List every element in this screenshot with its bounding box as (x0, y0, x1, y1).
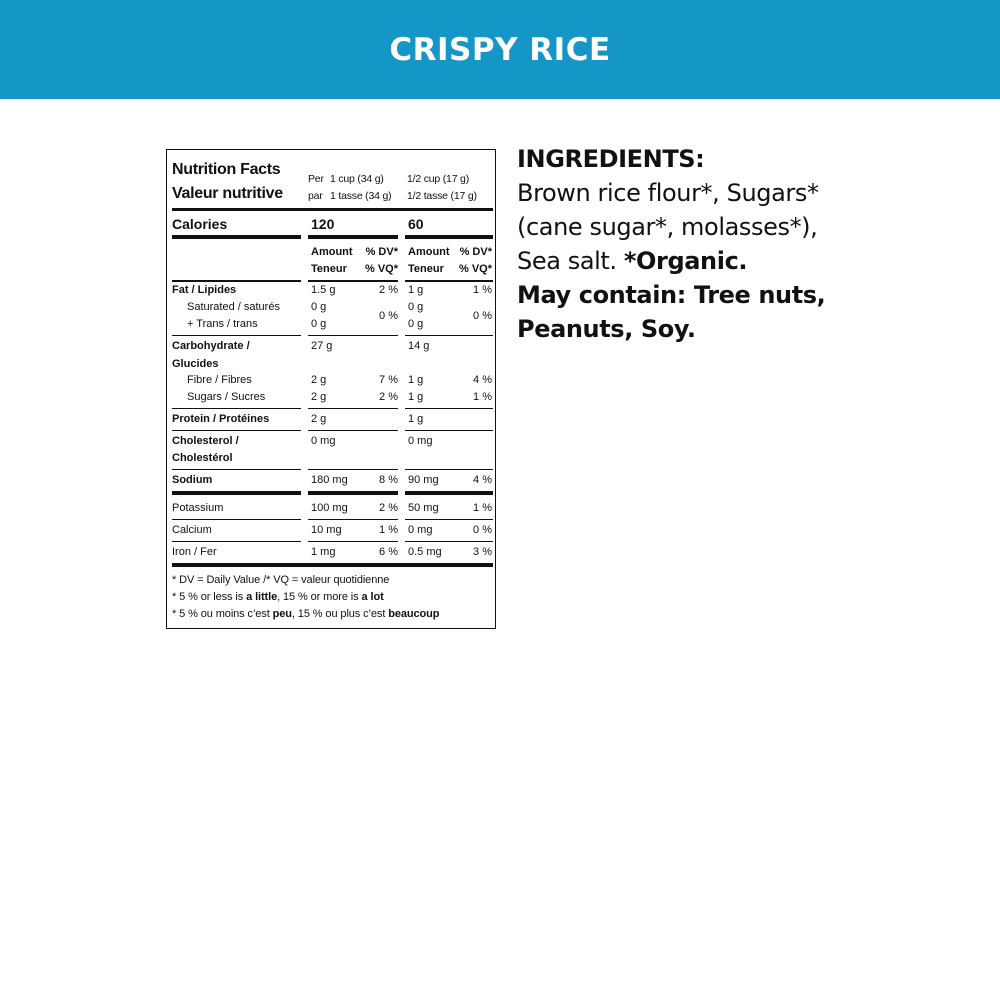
footnote-fr (172, 608, 439, 621)
calcium-dv-1: 1 % (379, 524, 398, 536)
carb-label-fr: Glucides (172, 358, 219, 370)
cholesterol-label-fr: Cholestérol (172, 452, 233, 464)
header-rule (172, 208, 493, 211)
saturated-amount-2: 0 g (408, 301, 424, 313)
sugars-amount-2: 1 g (408, 391, 424, 403)
dv-header-rule-2 (405, 280, 493, 282)
footnote-fr-bold-2: beaucoup (388, 608, 440, 620)
carb-amount-1: 27 g (311, 340, 333, 352)
serving2-en: 1/2 cup (17 g) (407, 173, 469, 185)
calories-value-1: 120 (311, 216, 335, 232)
calcium-dv-2: 0 % (473, 524, 492, 536)
cholesterol-label-en: Cholesterol / (172, 435, 239, 447)
iron-dv-2: 3 % (473, 546, 492, 558)
dv-header-rule (172, 280, 301, 282)
saturated-label: Saturated / saturés (187, 301, 280, 313)
amount-fr-1: Teneur (311, 263, 347, 275)
calories-label: Calories (172, 216, 228, 232)
protein-rule (172, 430, 301, 431)
fibre-dv-2: 4 % (473, 374, 492, 386)
fat-label: Fat / Lipides (172, 284, 237, 296)
cholesterol-rule-1 (308, 469, 398, 470)
footnote-en (172, 591, 384, 604)
ingredients-line-3 (517, 244, 857, 278)
fibre-label: Fibre / Fibres (187, 374, 252, 386)
sodium-amount-1: 180 mg (311, 474, 348, 486)
iron-amount-2: 0.5 mg (408, 546, 442, 558)
carb-rule-1 (308, 408, 398, 409)
product-title: CRISPY RICE (389, 31, 611, 68)
ingredients-sea-salt: Sea salt. (517, 247, 624, 275)
cholesterol-amount-2: 0 mg (408, 435, 433, 447)
ingredients-block (517, 142, 857, 346)
ingredients-line-2: (cane sugar*, molasses*), (517, 213, 818, 241)
amount-en-2: Amount (408, 246, 450, 258)
fat-amount-1: 1.5 g (311, 284, 336, 296)
protein-amount-1: 2 g (311, 413, 327, 425)
serving1-fr: 1 tasse (34 g) (330, 190, 392, 202)
sodium-amount-2: 90 mg (408, 474, 439, 486)
potassium-rule (172, 519, 301, 520)
allergen-line-1: May contain: Tree nuts, (517, 281, 826, 309)
amount-en-1: Amount (311, 246, 353, 258)
cholesterol-rule (172, 469, 301, 470)
carb-amount-2: 14 g (408, 340, 430, 352)
serving1-en: 1 cup (34 g) (330, 173, 384, 185)
protein-rule-2 (405, 430, 493, 431)
sodium-dv-1: 8 % (379, 474, 398, 486)
potassium-dv-1: 2 % (379, 502, 398, 514)
fat-amount-2: 1 g (408, 284, 424, 296)
sat-trans-dv-2: 0 % (473, 310, 492, 322)
footnote-fr-bold-1: peu (272, 608, 292, 620)
sodium-rule-2 (405, 491, 493, 495)
calcium-rule-1 (308, 541, 398, 542)
amount-fr-2: Teneur (408, 263, 444, 275)
calories-value-2: 60 (408, 216, 424, 232)
saturated-amount-1: 0 g (311, 301, 327, 313)
calcium-rule-2 (405, 541, 493, 542)
sugars-label: Sugars / Sucres (187, 391, 266, 403)
footer-rule (172, 563, 493, 567)
calories-rule-col1 (308, 235, 398, 239)
trans-amount-1: 0 g (311, 318, 327, 330)
calcium-label: Calcium (172, 524, 212, 536)
title-fr: Valeur nutritive (172, 185, 283, 202)
protein-rule-1 (308, 430, 398, 431)
fat-rule (172, 335, 301, 336)
protein-amount-2: 1 g (408, 413, 424, 425)
iron-amount-1: 1 mg (311, 546, 336, 558)
nutrition-facts-panel (166, 149, 496, 629)
footnote-en-text-2: , 15 % or more is (277, 591, 362, 603)
potassium-label: Potassium (172, 502, 224, 514)
cholesterol-rule-2 (405, 469, 493, 470)
dv-en-1: % DV* (365, 246, 398, 258)
footnote-en-bold-2: a lot (361, 591, 384, 603)
iron-label: Iron / Fer (172, 546, 217, 558)
trans-amount-2: 0 g (408, 318, 424, 330)
footnote-dv: * DV = Daily Value /* VQ = valeur quotidienne (172, 574, 390, 586)
iron-dv-1: 6 % (379, 546, 398, 558)
potassium-amount-2: 50 mg (408, 502, 439, 514)
title-en: Nutrition Facts (172, 161, 281, 178)
sugars-dv-1: 2 % (379, 391, 398, 403)
potassium-amount-1: 100 mg (311, 502, 348, 514)
allergen-line-2: Peanuts, Soy. (517, 315, 696, 343)
footnote-fr-text-1: * 5 % ou moins c’est (172, 608, 273, 620)
footnote-en-text-1: * 5 % or less is (172, 591, 247, 603)
calories-rule (172, 235, 301, 239)
sat-trans-dv-1: 0 % (379, 310, 398, 322)
per-label: Per (308, 173, 324, 185)
fibre-dv-1: 7 % (379, 374, 398, 386)
protein-label: Protein / Protéines (172, 413, 270, 425)
calories-rule-col2 (405, 235, 493, 239)
dv-fr-1: % VQ* (364, 263, 398, 275)
fat-rule-1 (308, 335, 398, 336)
title-banner (0, 0, 1000, 99)
dv-fr-2: % VQ* (458, 263, 492, 275)
potassium-rule-1 (308, 519, 398, 520)
sodium-rule (172, 491, 301, 495)
carb-label-en: Carbohydrate / (172, 340, 250, 352)
dv-header-rule-1 (308, 280, 398, 282)
carb-rule-2 (405, 408, 493, 409)
organic-note: *Organic. (623, 247, 748, 275)
sodium-label: Sodium (172, 474, 213, 486)
ingredients-heading: INGREDIENTS: (517, 145, 705, 173)
dv-en-2: % DV* (459, 246, 492, 258)
fat-dv-1: 2 % (379, 284, 398, 296)
fat-dv-2: 1 % (473, 284, 492, 296)
fibre-amount-2: 1 g (408, 374, 424, 386)
footnote-fr-text-2: , 15 % ou plus c’est (291, 608, 389, 620)
sodium-rule-1 (308, 491, 398, 495)
calcium-rule (172, 541, 301, 542)
cholesterol-amount-1: 0 mg (311, 435, 336, 447)
fat-rule-2 (405, 335, 493, 336)
calcium-amount-1: 10 mg (311, 524, 342, 536)
trans-label: + Trans / trans (187, 318, 258, 330)
fibre-amount-1: 2 g (311, 374, 327, 386)
sugars-amount-1: 2 g (311, 391, 327, 403)
footnote-en-bold-1: a little (246, 591, 278, 603)
potassium-dv-2: 1 % (473, 502, 492, 514)
par-label: par (308, 190, 323, 202)
potassium-rule-2 (405, 519, 493, 520)
calcium-amount-2: 0 mg (408, 524, 433, 536)
ingredients-line-1: Brown rice flour*, Sugars* (517, 179, 819, 207)
carb-rule (172, 408, 301, 409)
serving2-fr: 1/2 tasse (17 g) (407, 190, 477, 202)
sodium-dv-2: 4 % (473, 474, 492, 486)
sugars-dv-2: 1 % (473, 391, 492, 403)
